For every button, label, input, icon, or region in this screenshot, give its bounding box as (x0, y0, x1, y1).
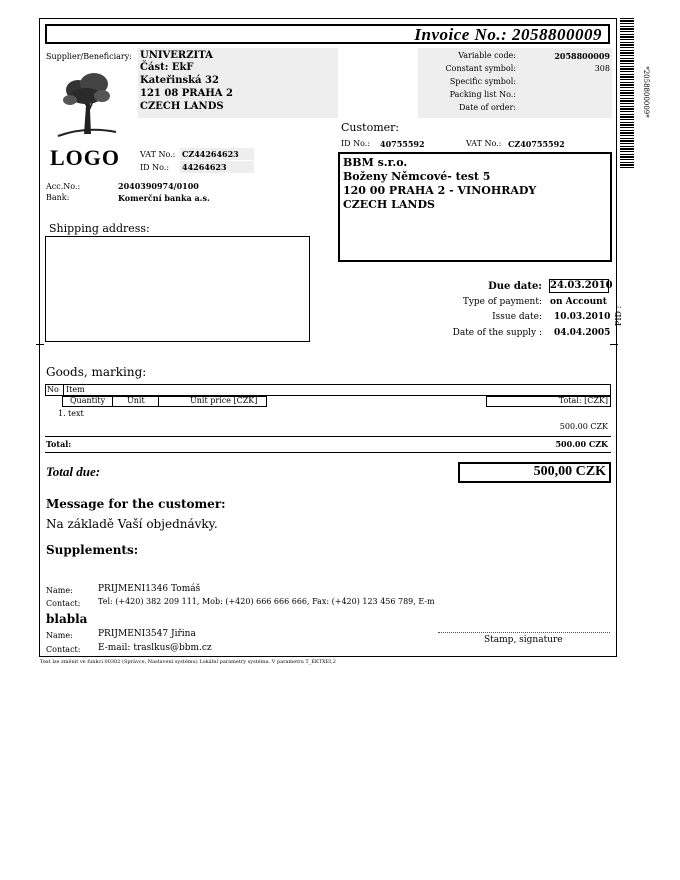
supply-date-label: Date of the supply : (452, 328, 542, 338)
issue-date-value: 10.03.2010 (554, 312, 611, 322)
packing-list-label: Packing list No.: (449, 90, 516, 99)
goods-row-total: 500.00 CZK (559, 422, 608, 431)
goods-total-line (45, 436, 611, 437)
supplier-line2: Část: EkF (140, 62, 194, 73)
shipping-label: Shipping address: (49, 222, 150, 235)
supplier-id-label: ID No.: (140, 163, 170, 172)
message-heading: Message for the customer: (46, 497, 226, 511)
goods-col-quantity: Quantity (70, 396, 106, 405)
supplier-id-value: 44264623 (180, 161, 254, 173)
total-due-value: 500,00 CZK (533, 464, 606, 479)
goods-divider-1 (112, 396, 113, 407)
pid-label: PID : (614, 305, 623, 326)
contact2-contact-label: Contact: (46, 645, 81, 654)
customer-street: Boženy Němcové- test 5 (343, 170, 491, 183)
goods-col-unit-price: Unit price [CZK] (190, 396, 258, 405)
customer-vat-value: CZ40755592 (508, 139, 565, 149)
order-date-label: Date of order: (458, 103, 516, 112)
contact1-contact: Tel: (+420) 382 209 111, Mob: (+420) 666 666 666, Fax: (+420) 123 456 789, E-m (98, 597, 435, 606)
left-tick (36, 344, 44, 345)
goods-col-item: Item (66, 385, 85, 394)
supply-date-value: 04.04.2005 (554, 328, 611, 338)
goods-header-row1 (45, 384, 611, 396)
contact2-name: PRIJMENI3547 Jiřina (98, 629, 196, 639)
right-tick (610, 344, 618, 345)
barcode-graphic (620, 18, 634, 168)
specific-symbol-label: Specific symbol: (449, 77, 516, 86)
acc-value: 2040390974/0100 (118, 181, 199, 191)
supplier-name: UNIVERZITA (140, 50, 213, 61)
acc-label: Acc.No.: (46, 182, 81, 191)
supplier-country: CZECH LANDS (140, 101, 224, 112)
contact-group-label: blabla (46, 612, 88, 626)
goods-heading: Goods, marking: (46, 365, 147, 379)
shipping-address-box (45, 236, 310, 342)
invoice-title: Invoice No.: 2058800009 (414, 25, 602, 44)
total-due-label: Total due: (46, 464, 101, 479)
goods-divider-2 (158, 396, 159, 407)
barcode-text: *2058800009* (642, 66, 650, 118)
supplier-street: Kateřinská 32 (140, 75, 219, 86)
customer-country: CZECH LANDS (343, 198, 435, 211)
goods-row-item: text (68, 409, 84, 418)
goods-total-label: Total: (46, 439, 72, 449)
supplier-vat-value: CZ44264623 (180, 148, 254, 160)
contact2-contact: E-mail: traslkus@bbm.cz (98, 643, 212, 653)
contact2-name-label: Name: (46, 631, 73, 640)
goods-col-divider (63, 384, 64, 396)
variable-code-label: Variable code: (458, 51, 516, 60)
goods-col-unit: Unit (127, 396, 145, 405)
message-text: Na základě Vaší objednávky. (46, 517, 218, 531)
footer-note: Text lze změnit ve funkci 00302 (Správce, Nastavení systému) Lokální parametry systému. V parametru T_EKTXEI,2 (40, 659, 336, 665)
contact1-name: PRIJMENI1346 Tomáš (98, 584, 201, 594)
customer-city: 120 00 PRAHA 2 - VINOHRADY (343, 184, 537, 197)
customer-vat-label: VAT No.: (466, 139, 502, 148)
customer-id-value: 40755592 (380, 139, 425, 149)
supplier-label: Supplier/Beneficiary: (46, 52, 132, 61)
invoice-title-bar (45, 24, 610, 44)
contact1-contact-label: Contact: (46, 599, 81, 608)
goods-row-no: 1. (58, 409, 66, 418)
supplier-city: 121 08 PRAHA 2 (140, 88, 233, 99)
logo-text: LOGO (50, 145, 121, 170)
due-date-label: Due date: (488, 281, 542, 292)
stamp-label: Stamp, signature (484, 635, 563, 645)
variable-code-value: 2058800009 (554, 51, 610, 61)
supplements-heading: Supplements: (46, 543, 139, 557)
customer-heading: Customer: (341, 121, 400, 134)
logo-tree-icon (56, 70, 118, 140)
constant-symbol-value: 308 (594, 64, 610, 73)
goods-col-total: Total: [CZK] (558, 396, 608, 405)
customer-id-label: ID No.: (341, 139, 371, 148)
bank-label: Bank: (46, 193, 70, 202)
due-date-value: 24.03.2010 (550, 280, 613, 291)
issue-date-label: Issue date: (492, 312, 542, 322)
contact1-name-label: Name: (46, 586, 73, 595)
goods-total-value: 500.00 CZK (555, 439, 608, 449)
constant-symbol-label: Constant symbol: (445, 64, 516, 73)
supplier-vat-label: VAT No.: (140, 150, 176, 159)
bank-value: Komerční banka a.s. (118, 193, 210, 203)
stamp-dotted-line (438, 632, 610, 633)
goods-bottom-line (45, 452, 611, 453)
customer-name: BBM s.r.o. (343, 156, 408, 169)
payment-type-label: Type of payment: (462, 297, 542, 307)
goods-col-no: No (47, 385, 59, 394)
payment-type-value: on Account (550, 297, 607, 307)
